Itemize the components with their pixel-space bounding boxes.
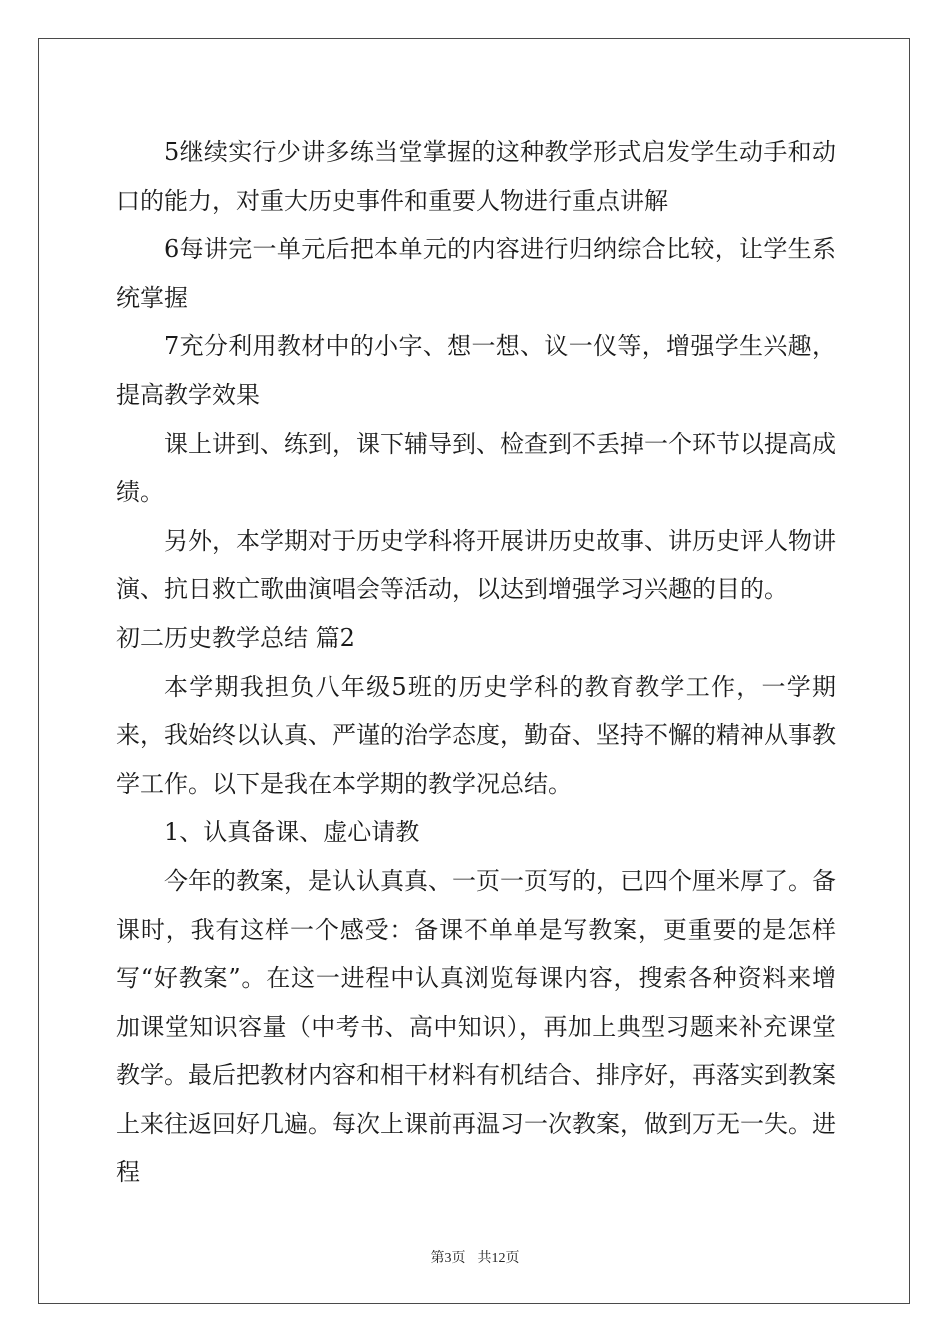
paragraph: 今年的教案，是认认真真、一页一页写的，已四个厘米厚了。备课时，我有这样一个感受：备课不单单是写教案，更重要的是怎样写“好教案”。在这一进程中认真浏览每课内容，搜索各种资料来增加课堂知识容量（中考书、高中知识），再加上典型习题来补充课堂教学。最后把教材内容和相干材料有机结合、排序好，再落实到教案上来往返回好几遍。每次上课前再温习一次教案，做到万无一失。进程 (116, 866, 836, 1187)
page-number: 第3页 (430, 1251, 466, 1266)
paragraph: 另外，本学期对于历史学科将开展讲历史故事、讲历史评人物讲演、抗日救亡歌曲演唱会等活动，以达到增强学习兴趣的目的。 (116, 526, 836, 604)
paragraph: 课上讲到、练到，课下辅导到、检查到不丢掉一个环节以提高成绩。 (116, 429, 836, 507)
page-total: 共12页 (477, 1251, 520, 1266)
paragraph: 6每讲完一单元后把本单元的内容进行归纳综合比较，让学生系统掌握 (116, 235, 836, 312)
paragraph: 5继续实行少讲多练当堂掌握的这种教学形式启发学生动手和动口的能力，对重大历史事件和重要人物进行重点讲解 (116, 138, 836, 215)
section-heading: 初二历史教学总结 篇2 (116, 623, 355, 652)
paragraph: 本学期我担负八年级5班的历史学科的教育教学工作，一学期来，我始终以认真、严谨的治学态度，勤奋、坚持不懈的精神从事教学工作。以下是我在本学期的教学况总结。 (116, 672, 836, 798)
document-body (116, 128, 836, 1197)
page-footer (0, 1247, 950, 1267)
paragraph: 7充分利用教材中的小字、想一想、议一仪等，增强学生兴趣，提高教学效果 (116, 332, 836, 409)
paragraph: 1、认真备课、虚心请教 (164, 818, 420, 847)
